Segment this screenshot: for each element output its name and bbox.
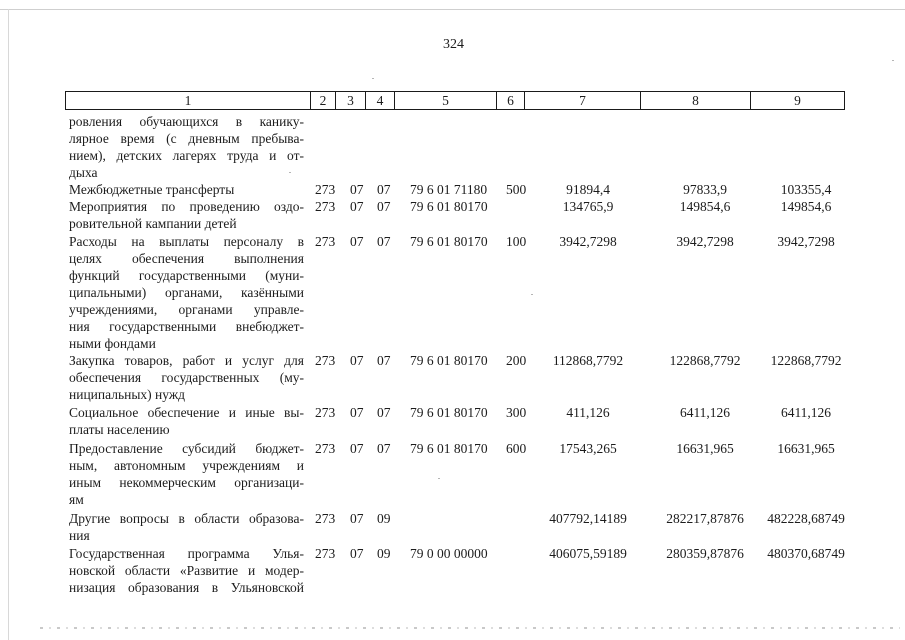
row-name bbox=[69, 181, 304, 198]
cell-col-5: 79 0 00 00000 bbox=[410, 546, 488, 561]
row-name-line: ния bbox=[69, 528, 90, 543]
cell-col-4: 09 bbox=[377, 546, 391, 561]
scan-speck bbox=[438, 478, 440, 479]
cell-col-6: 200 bbox=[506, 353, 527, 368]
cell-col-7: 406075,59189 bbox=[549, 546, 627, 561]
row-name-line: целях обеспечения выполнения bbox=[69, 251, 304, 266]
cell-col-8: 280359,87876 bbox=[666, 546, 744, 561]
row-name-line: Социальное обеспечение и иные вы- bbox=[69, 405, 304, 420]
cell-col-9: 149854,6 bbox=[780, 199, 832, 214]
row-name-line: Закупка товаров, работ и услуг для bbox=[69, 353, 304, 368]
cell-col-9: 122868,7792 bbox=[770, 353, 842, 368]
cell-col-4: 07 bbox=[377, 441, 391, 456]
row-name-line: дыха bbox=[69, 165, 98, 180]
row-name-line: ным, автономным учреждениям и bbox=[69, 458, 304, 473]
row-name-line: Межбюджетные трансферты bbox=[69, 182, 235, 197]
row-name bbox=[69, 352, 304, 403]
row-name-line: обеспечения государственных (му- bbox=[69, 370, 304, 385]
header-col-2: 2 bbox=[311, 92, 336, 110]
row-name-line: ровления обучающихся в канику- bbox=[69, 114, 304, 129]
cell-col-6: 600 bbox=[506, 441, 527, 456]
header-col-9: 9 bbox=[751, 92, 845, 110]
header-row bbox=[66, 92, 845, 110]
row-name-line: ния государственными внебюджет- bbox=[69, 319, 304, 334]
cell-col-9: 480370,68749 bbox=[767, 546, 845, 561]
cell-col-4: 07 bbox=[377, 199, 391, 214]
row-name-line: Другие вопросы в области образова- bbox=[69, 511, 304, 526]
row-name-line: ными фондами bbox=[69, 336, 156, 351]
scan-speck bbox=[531, 294, 533, 295]
cell-col-9: 103355,4 bbox=[780, 182, 832, 197]
cell-col-2: 273 bbox=[315, 405, 336, 420]
cell-col-9: 482228,68749 bbox=[767, 511, 845, 526]
cell-col-4: 07 bbox=[377, 353, 391, 368]
row-name bbox=[69, 198, 304, 232]
row-name bbox=[69, 440, 304, 508]
scan-noise-strip bbox=[40, 627, 900, 629]
header-col-1: 1 bbox=[66, 92, 311, 110]
cell-col-8: 282217,87876 bbox=[666, 511, 744, 526]
page-number: 324 bbox=[443, 37, 464, 52]
row-name-line: Мероприятия по проведению оздо- bbox=[69, 199, 304, 214]
cell-col-5: 79 6 01 80170 bbox=[410, 199, 488, 214]
row-name bbox=[69, 233, 304, 352]
row-name bbox=[69, 404, 304, 438]
scan-speck bbox=[289, 172, 291, 173]
cell-col-3: 07 bbox=[350, 441, 364, 456]
cell-col-6: 300 bbox=[506, 405, 527, 420]
cell-col-5: 79 6 01 80170 bbox=[410, 405, 488, 420]
cell-col-7: 17543,265 bbox=[559, 441, 617, 456]
cell-col-3: 07 bbox=[350, 182, 364, 197]
header-col-5: 5 bbox=[395, 92, 497, 110]
cell-col-5: 79 6 01 71180 bbox=[410, 182, 488, 197]
row-name-line: функций государственными (муни- bbox=[69, 268, 304, 283]
row-name-line: Предоставление субсидий бюджет- bbox=[69, 441, 304, 456]
row-name bbox=[69, 545, 304, 596]
row-name-line: нием), детских лагерях труда и от- bbox=[69, 148, 304, 163]
cell-col-4: 07 bbox=[377, 405, 391, 420]
cell-col-8: 16631,965 bbox=[676, 441, 734, 456]
cell-col-2: 273 bbox=[315, 546, 336, 561]
cell-col-3: 07 bbox=[350, 511, 364, 526]
cell-col-8: 3942,7298 bbox=[676, 234, 734, 249]
cell-col-2: 273 bbox=[315, 441, 336, 456]
row-name-line: Расходы на выплаты персоналу в bbox=[69, 234, 304, 249]
cell-col-9: 16631,965 bbox=[777, 441, 835, 456]
row-name bbox=[69, 510, 304, 544]
cell-col-9: 3942,7298 bbox=[777, 234, 835, 249]
cell-col-9: 6411,126 bbox=[780, 405, 832, 420]
page-top-edge bbox=[0, 9, 905, 10]
header-col-7: 7 bbox=[525, 92, 641, 110]
column-header-table bbox=[65, 91, 845, 110]
cell-col-2: 273 bbox=[315, 353, 336, 368]
row-name-line: ям bbox=[69, 492, 84, 507]
header-col-6: 6 bbox=[497, 92, 525, 110]
row-name-line: низация образования в Ульяновской bbox=[69, 580, 304, 595]
cell-col-4: 07 bbox=[377, 234, 391, 249]
row-name-line: ровительной кампании детей bbox=[69, 216, 237, 231]
cell-col-8: 122868,7792 bbox=[669, 353, 741, 368]
cell-col-2: 273 bbox=[315, 199, 336, 214]
cell-col-7: 112868,7792 bbox=[552, 353, 624, 368]
row-name bbox=[69, 113, 304, 181]
row-name-line: ниципальных) нужд bbox=[69, 387, 186, 402]
cell-col-7: 134765,9 bbox=[562, 199, 614, 214]
cell-col-5: 79 6 01 80170 bbox=[410, 353, 488, 368]
cell-col-8: 97833,9 bbox=[683, 182, 727, 197]
cell-col-3: 07 bbox=[350, 405, 364, 420]
row-name-line: иным некоммерческим организаци- bbox=[69, 475, 304, 490]
cell-col-3: 07 bbox=[350, 199, 364, 214]
row-name-line: платы населению bbox=[69, 422, 170, 437]
cell-col-5: 79 6 01 80170 bbox=[410, 441, 488, 456]
scan-speck bbox=[372, 78, 374, 79]
scan-speck bbox=[892, 60, 894, 61]
cell-col-7: 91894,4 bbox=[566, 182, 610, 197]
header-col-4: 4 bbox=[366, 92, 395, 110]
cell-col-6: 100 bbox=[506, 234, 527, 249]
cell-col-7: 411,126 bbox=[566, 405, 610, 420]
header-col-3: 3 bbox=[336, 92, 366, 110]
cell-col-7: 3942,7298 bbox=[559, 234, 617, 249]
header-col-8: 8 bbox=[641, 92, 751, 110]
cell-col-3: 07 bbox=[350, 234, 364, 249]
cell-col-2: 273 bbox=[315, 511, 336, 526]
cell-col-8: 149854,6 bbox=[679, 199, 731, 214]
cell-col-4: 09 bbox=[377, 511, 391, 526]
row-name-line: новской области «Развитие и модер- bbox=[69, 563, 304, 578]
cell-col-3: 07 bbox=[350, 546, 364, 561]
row-name-line: лярное время (с дневным пребыва- bbox=[69, 131, 304, 146]
cell-col-2: 273 bbox=[315, 234, 336, 249]
cell-col-4: 07 bbox=[377, 182, 391, 197]
row-name-line: Государственная программа Улья- bbox=[69, 546, 304, 561]
page-left-edge bbox=[8, 9, 9, 640]
cell-col-3: 07 bbox=[350, 353, 364, 368]
row-name-line: учреждениями, органами управле- bbox=[69, 302, 304, 317]
cell-col-5: 79 6 01 80170 bbox=[410, 234, 488, 249]
row-name-line: ципальными) органами, казёнными bbox=[69, 285, 304, 300]
cell-col-7: 407792,14189 bbox=[549, 511, 627, 526]
cell-col-2: 273 bbox=[315, 182, 336, 197]
cell-col-6: 500 bbox=[506, 182, 527, 197]
cell-col-8: 6411,126 bbox=[679, 405, 731, 420]
